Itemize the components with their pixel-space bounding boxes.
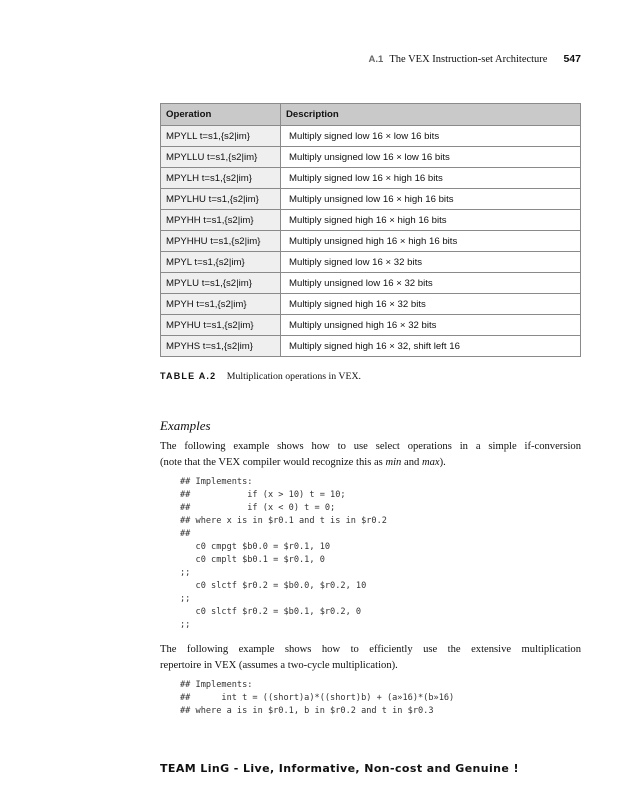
header-operation: Operation [161, 104, 281, 126]
table-caption [160, 371, 361, 382]
operation-cell: MPYHHU t=s1,{s2|im} [161, 231, 281, 252]
description-cell: Multiply signed high 16 × high 16 bits [281, 210, 581, 231]
emphasis-max: max [421, 457, 440, 468]
description-cell: Multiply signed low 16 × 32 bits [281, 252, 581, 273]
table-row [161, 189, 581, 210]
operation-cell: MPYHU t=s1,{s2|im} [161, 315, 281, 336]
footer-watermark: TEAM LinG - Live, Informative, Non-cost and Genuine ! [160, 762, 519, 775]
operation-cell: MPYLHU t=s1,{s2|im} [161, 189, 281, 210]
table-row [161, 168, 581, 189]
section-number: A.1 [368, 54, 384, 65]
paragraph-select-example [160, 439, 581, 471]
paragraph-line: The following example shows how to efficiently use the extensive multiplication [160, 644, 581, 655]
text-run: ). [439, 457, 446, 468]
running-head [369, 53, 581, 65]
multiplication-operations-table [160, 103, 581, 357]
table-row [161, 294, 581, 315]
description-cell: Multiply signed high 16 × 32 bits [281, 294, 581, 315]
code-block-multiplication: ## Implements: ## int t = ((short)a)*((short)b) + (a»16)*(b»16) ## where a is in $r0.1, b in $r0.2 and t in $r0.3 [180, 680, 455, 716]
text-run: and [401, 457, 422, 468]
description-cell: Multiply unsigned low 16 × 32 bits [281, 273, 581, 294]
paragraph-line: The following example shows how to use select operations in a simple if-conversion [160, 441, 581, 452]
description-cell: Multiply unsigned high 16 × high 16 bits [281, 231, 581, 252]
table-caption-text: Multiplication operations in VEX. [226, 371, 362, 382]
table-row [161, 252, 581, 273]
paragraph-multiplication-example [160, 642, 581, 674]
operation-cell: MPYHH t=s1,{s2|im} [161, 210, 281, 231]
code-block-select: ## Implements: ## if (x > 10) t = 10; ## if (x < 0) t = 0; ## where x is in $r0.1 and t is in $r0.2 ## c0 cmpgt $b0.0 = $r0.1, 10 c0 cmplt $b0.1 = $r0.1, 0 ;; c0 slctf $r0.2 = $b0.0, $r0.2, 10 ;; c0 slctf $r0.2 = $b0.1, $r0.2, 0 ;; [180, 477, 387, 630]
table-row [161, 336, 581, 357]
table-caption-label: TABLE A.2 [160, 371, 217, 381]
operation-cell: MPYLU t=s1,{s2|im} [161, 273, 281, 294]
section-heading: Examples [160, 418, 211, 433]
table-row [161, 147, 581, 168]
table-row [161, 273, 581, 294]
header-description: Description [281, 104, 581, 126]
section-title: The VEX Instruction-set Architecture [389, 54, 548, 65]
emphasis-min: min [385, 457, 402, 468]
description-cell: Multiply signed low 16 × high 16 bits [281, 168, 581, 189]
operation-cell: MPYLLU t=s1,{s2|im} [161, 147, 281, 168]
description-cell: Multiply signed low 16 × low 16 bits [281, 126, 581, 147]
table-row [161, 210, 581, 231]
paragraph-line [160, 455, 581, 471]
operation-cell: MPYL t=s1,{s2|im} [161, 252, 281, 273]
page-number: 547 [563, 53, 581, 65]
operation-cell: MPYLH t=s1,{s2|im} [161, 168, 281, 189]
operation-cell: MPYLL t=s1,{s2|im} [161, 126, 281, 147]
table-row [161, 315, 581, 336]
description-cell: Multiply unsigned high 16 × 32 bits [281, 315, 581, 336]
table-row [161, 231, 581, 252]
paragraph-line: repertoire in VEX (assumes a two-cycle multiplication). [160, 660, 398, 671]
table-row [161, 126, 581, 147]
description-cell: Multiply signed high 16 × 32, shift left 16 [281, 336, 581, 357]
description-cell: Multiply unsigned low 16 × low 16 bits [281, 147, 581, 168]
operation-cell: MPYHS t=s1,{s2|im} [161, 336, 281, 357]
text-run: (note that the VEX compiler would recognize this as [160, 457, 386, 468]
operation-cell: MPYH t=s1,{s2|im} [161, 294, 281, 315]
table-header-row [161, 104, 581, 126]
description-cell: Multiply unsigned low 16 × high 16 bits [281, 189, 581, 210]
